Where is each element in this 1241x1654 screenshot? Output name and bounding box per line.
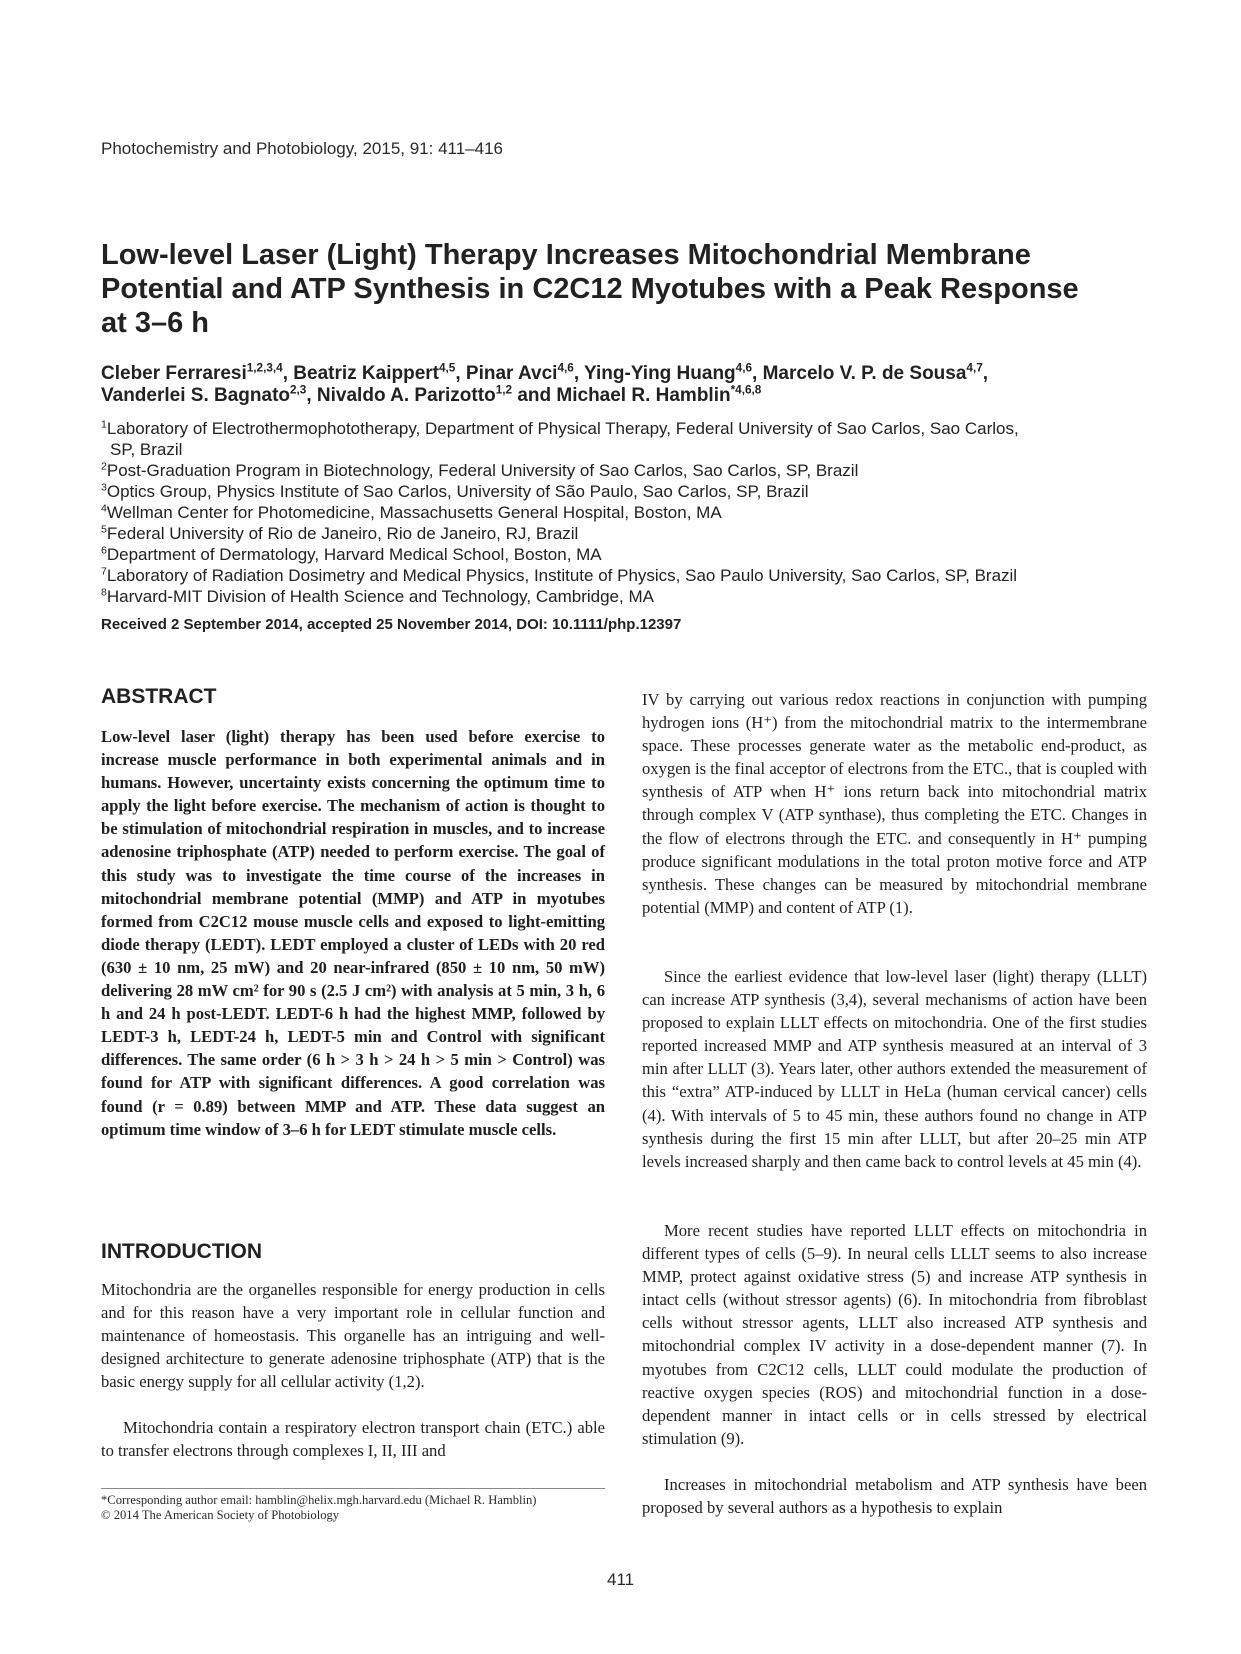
affiliation-text: Wellman Center for Photomedicine, Massachusetts General Hospital, Boston, MA <box>106 503 722 522</box>
affiliation-text: Laboratory of Radiation Dosimetry and Medical Physics, Institute of Physics, Sao Paulo University, Sao Carlos, SP, Brazil <box>106 566 1018 585</box>
author-separator: , <box>306 385 317 406</box>
introduction-paragraph: Mitochondria contain a respiratory electron transport chain (ETC.) able to transfer electrons through complexes I, II, III and <box>101 1418 605 1461</box>
article-title <box>101 238 1161 340</box>
affiliation-list <box>101 418 1181 607</box>
author-name: Pinar Avci <box>465 363 558 384</box>
body-paragraph: Increases in mitochondrial metabolism and ATP synthesis have been proposed by several authors as a hypothesis to explain <box>642 1475 1147 1518</box>
author-line <box>101 385 1181 407</box>
author-affiliation-marker: 4,6 <box>557 361 574 375</box>
affiliation-text: Harvard-MIT Division of Health Science and Technology, Cambridge, MA <box>106 587 654 606</box>
author-line <box>101 363 1181 385</box>
author-affiliation-marker: 4,6 <box>735 361 753 375</box>
affiliation-item <box>101 460 1181 481</box>
author-separator: , <box>573 363 585 384</box>
affiliation-text-continued: SP, Brazil <box>110 440 183 459</box>
author-name: Beatriz Kaippert <box>293 363 439 384</box>
author-name: Vanderlei S. Bagnato <box>101 385 290 406</box>
author-name: Ying-Ying Huang <box>584 363 736 384</box>
footnote-divider <box>101 1488 605 1489</box>
footnote <box>101 1493 605 1523</box>
affiliation-number: 3 <box>101 481 107 494</box>
page-number: 411 <box>607 1570 635 1589</box>
affiliation-number: 4 <box>101 502 107 515</box>
affiliation-text: Optics Group, Physics Institute of Sao Carlos, University of São Paulo, Sao Carlos, SP, Brazil <box>106 482 809 501</box>
affiliation-item <box>101 502 1181 523</box>
author-separator: , <box>982 363 989 384</box>
author-affiliation-marker: 4,7 <box>966 361 983 375</box>
body-paragraph: IV by carrying out various redox reactions in conjunction with pumping hydrogen ions (H⁺) from the mitochondrial matrix to the intermembrane space. These processes generate water as the metabolic end-product, as oxygen is the final acceptor of electrons from the ETC., that is coupled with synthesis of ATP when H⁺ ions return back into mitochondrial matrix through complex V (ATP synthase), thus completing the ETC. Changes in the flow of electrons through the ETC. and consequently in H⁺ pumping produce significant modulations in the total proton motive force and ATP synthesis. These changes can be measured by mitochondrial membrane potential (MMP) and content of ATP (1). <box>642 690 1147 917</box>
title-line: at 3–6 h <box>101 307 209 339</box>
author-name: Michael R. Hamblin <box>556 385 731 406</box>
author-affiliation-marker: 1,2 <box>495 383 513 397</box>
corresponding-author-note: *Corresponding author email: hamblin@helix.mgh.harvard.edu (Michael R. Hamblin) <box>101 1493 537 1507</box>
affiliation-number: 1 <box>101 418 107 431</box>
received-dates-doi: Received 2 September 2014, accepted 25 November 2014, DOI: 10.1111/php.12397 <box>101 616 682 633</box>
affiliation-text: Laboratory of Electrothermophototherapy, Department of Physical Therapy, Federal University of Sao Carlos, Sao Carlos, <box>106 419 1019 438</box>
affiliation-item <box>101 418 1181 439</box>
affiliation-item <box>101 544 1181 565</box>
affiliation-text: Post-Graduation Program in Biotechnology, Federal University of Sao Carlos, Sao Carlos, SP, Brazil <box>106 461 859 480</box>
affiliation-number: 6 <box>101 544 107 557</box>
affiliation-number: 2 <box>101 460 107 473</box>
journal-citation: Photochemistry and Photobiology, 2015, 91: 411–416 <box>101 139 503 158</box>
author-separator: , <box>282 363 294 384</box>
author-affiliation-marker: 1,2,3,4 <box>246 361 283 375</box>
author-separator: and <box>512 385 557 406</box>
author-name: Nivaldo A. Parizotto <box>316 385 496 406</box>
affiliation-text: Federal University of Rio de Janeiro, Rio de Janeiro, RJ, Brazil <box>106 524 579 543</box>
affiliation-item <box>101 586 1181 607</box>
copyright-note: © 2014 The American Society of Photobiology <box>101 1508 340 1522</box>
body-paragraph: More recent studies have reported LLLT effects on mitochondria in different types of cells (5–9). In neural cells LLLT seems to also increase MMP, protect against oxidative stress (5) and increase ATP synthesis in intact cells (without stressor agents) (6). In mitochondria from fibroblast cells without stressor agents, LLLT also increased ATP synthesis and mitochondrial complex IV activity in a dose-dependent manner (7). In myotubes from C2C12 cells, LLLT could modulate the production of reactive oxygen species (ROS) and mitochondrial function in a dose-dependent manner in intact cells or in cells stressed by electrical stimulation (9). <box>642 1221 1147 1448</box>
author-name: Cleber Ferraresi <box>101 363 247 384</box>
author-affiliation-marker: 2,3 <box>290 383 307 397</box>
affiliation-item <box>101 481 1181 502</box>
affiliation-item <box>101 523 1181 544</box>
title-line: Potential and ATP Synthesis in C2C12 Myotubes with a Peak Response <box>101 273 1079 305</box>
affiliation-number: 5 <box>101 523 107 536</box>
affiliation-number: 7 <box>101 565 107 578</box>
author-separator: , <box>455 363 466 384</box>
author-list <box>101 363 1181 407</box>
body-paragraph: Since the earliest evidence that low-level laser (light) therapy (LLLT) can increase ATP synthesis (3,4), several mechanisms of action have been proposed to explain LLLT effects on mitochondria. One of the first studies reported increased MMP and ATP synthesis measured at an interval of 3 min after LLLT (3). Years later, other authors extended the measurement of this “extra” ATP-induced by LLLT in HeLa (human cervical cancer) cells (4). With intervals of 5 to 45 min, these authors found no change in ATP synthesis during the first 15 min after LLLT, but after 20–25 min ATP levels increased sharply and then came back to control levels at 45 min (4). <box>642 967 1147 1171</box>
abstract-heading: ABSTRACT <box>101 685 217 708</box>
author-affiliation-marker: 4,5 <box>439 361 456 375</box>
affiliation-number: 8 <box>101 586 107 599</box>
affiliation-text: Department of Dermatology, Harvard Medical School, Boston, MA <box>106 545 602 564</box>
introduction-paragraph: Mitochondria are the organelles responsible for energy production in cells and for this reason have a very important role in cellular function and maintenance of homeostasis. This organelle has an intriguing and well-designed architecture to generate adenosine triphosphate (ATP) that is the basic energy supply for all cellular activity (1,2). <box>101 1280 605 1392</box>
author-affiliation-marker: *4,6,8 <box>730 383 762 397</box>
abstract-text: Low-level laser (light) therapy has been used before exercise to increase muscle performance in both experimental animals and in humans. However, uncertainty exists concerning the optimum time to apply the light before exercise. The mechanism of action is thought to be stimulation of mitochondrial respiration in muscles, and to increase adenosine triphosphate (ATP) needed to perform exercise. The goal of this study was to investigate the time course of the increases in mitochondrial membrane potential (MMP) and ATP in myotubes formed from C2C12 mouse muscle cells and exposed to light-emitting diode therapy (LEDT). LEDT employed a cluster of LEDs with 20 red (630 ± 10 nm, 25 mW) and 20 near-infrared (850 ± 10 nm, 50 mW) delivering 28 mW cm² for 90 s (2.5 J cm²) with analysis at 5 min, 3 h, 6 h and 24 h post-LEDT. LEDT-6 h had the highest MMP, followed by LEDT-3 h, LEDT-24 h, LEDT-5 min and Control with significant differences. The same order (6 h > 3 h > 24 h > 5 min > Control) was found for ATP with significant differences. A good correlation was found (r = 0.89) between MMP and ATP. These data suggest an optimum time window of 3–6 h for LEDT stimulate muscle cells. <box>101 727 605 1139</box>
affiliation-item <box>101 565 1181 586</box>
author-separator: , <box>752 363 763 384</box>
introduction-heading: INTRODUCTION <box>101 1240 262 1263</box>
author-name: Marcelo V. P. de Sousa <box>762 363 967 384</box>
title-line: Low-level Laser (Light) Therapy Increases Mitochondrial Membrane <box>101 239 1031 271</box>
